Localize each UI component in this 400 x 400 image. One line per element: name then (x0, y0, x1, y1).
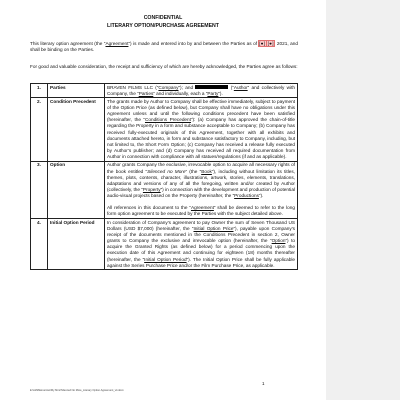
clause-heading: Parties (48, 84, 105, 98)
table-row (31, 219, 298, 270)
clause-text: In consideration of Company’s agreement to pay Owner the sum of Seven Thousand US Dollars (USD $7,000) (hereinafter, the “Initial Option Price”), payable upon Company’s receipt of the documents mentioned in the Conditions Precedent in section 2, Owner grants to Company the exclusive and irrevocable option (hereinafter, the “Option”) to acquire the Granted Rights (as defined below) for a period commencing upon the execution date of this Agreement and continuing for eighteen (18) months thereafter (hereinafter, the “Initial Option Period”). The Initial Option Price shall be fully applicable against the Series Purchase Price and/or the Film Purchase Price, as applicable. (105, 219, 298, 270)
page-number: 1 (262, 381, 265, 386)
document-heading: CONFIDENTIAL (143, 15, 183, 21)
clause-heading: Initial Option Period (48, 219, 105, 270)
table-row (31, 98, 298, 162)
book-title: Silenced no More (147, 168, 186, 174)
clause-text: The grants made by Author to Company shall be effective immediately, subject to payment of the Option Price (as defined below), but Company shall have no obligations under this Agreement unless and until the following conditions precedent have been satisfied (hereinafter, the “Conditions Precedent”): (a) Company has approved the chain-of-title regarding the Property in a form and substance acceptable to Company; (b) Company has received fully-executed originals of this Agreement, together with all exhibits and documents attached hereto, in form and substance satisfactory to Company, including, but not limited to, the Short Form Option; (c) Company has received a release fully executed by Author’s publisher; and (d) Company has received all required documentation from Author in connection with compliance with all statues/regulations (if and as applicable). (105, 98, 298, 162)
agreement-term: Agreement (105, 41, 129, 46)
clause-number: 1. (31, 84, 48, 98)
comments-pane (326, 0, 400, 400)
clause-text: Author grants Company the exclusive, irrevocable option to acquire all necessary rights of the book entitled “Silenced no More” (the “Book”), including without limitation its titles, themes, plots, contents, character, illustrations, artwork, stories, elements, translations, adaptations and versions of any of all the foregoing, written and/or created by Author (collectively, the “Property”) in connection with the development and production of potential audio-visual projects based on the Property (hereinafter, the “Productions”). All references in this document to the “Agreement” shall be deemed to refer to the long form option agreement to be executed by the Parties with the subject detailed above. (105, 161, 298, 218)
recital-paragraph: For good and valuable consideration, the receipt and sufficiency of which are hereby acknowledged, the Parties agree as follows: (30, 64, 298, 69)
clause-number: 2. (31, 98, 48, 162)
date-placeholder-day[interactable]: [●] (267, 41, 274, 46)
clause-number: 3. (31, 161, 48, 218)
clause-text: BRAVEN FILMS LLC (“Company”); and (“Author” and collectively with Company, the “Parties” and individually, each a “Party”). (105, 84, 298, 98)
redacted-name (195, 85, 228, 90)
table-row (31, 84, 298, 98)
clause-number: 4. (31, 219, 48, 270)
intro-paragraph: This literary option agreement (the “Agreement”) is made and entered into by and between the Parties as of [●] [●], 2021, and shall be binding on the Parties. (30, 41, 298, 53)
table-row (31, 161, 298, 218)
date-placeholder-month[interactable]: [●] (259, 41, 266, 46)
clause-heading: Condition Precedent (48, 98, 105, 162)
document-subheading: LITERARY OPTION/PURCHASE AGREEMENT (107, 23, 219, 29)
clauses-table (30, 83, 298, 270)
clause-heading: Option (48, 161, 105, 218)
document-footer-path: E:\AdSMeinerJan\My Mmr\Silenced No More_Literary Option Agreement_v4.docx (30, 389, 124, 392)
